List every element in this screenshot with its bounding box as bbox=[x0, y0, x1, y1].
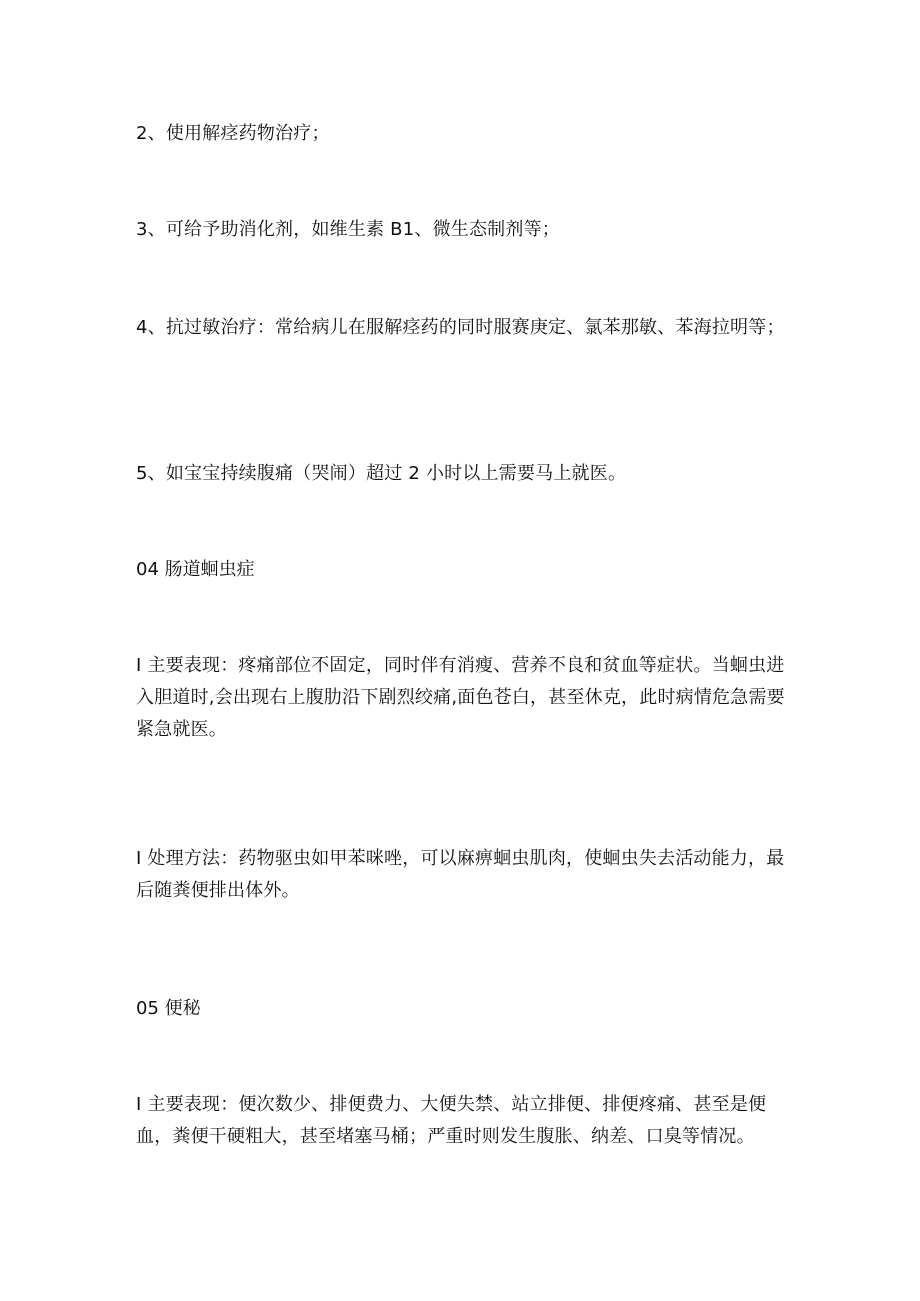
paragraph-roundworm-symptoms: I 主要表现：疼痛部位不固定，同时伴有消瘦、营养不良和贫血等症状。当蛔虫进入胆道时,会出现右上腹肋沿下剧烈绞痛,面色苍白，甚至休克，此时病情危急需要紧急就医。 bbox=[136, 655, 785, 740]
paragraph-treatment-3: 3、可给予助消化剂，如维生素 B1、微生态制剂等； bbox=[136, 219, 560, 240]
paragraph-constipation-symptoms: I 主要表现：便次数少、排便费力、大便失禁、站立排便、排便疼痛、甚至是便血，粪便干硬粗大，甚至堵塞马桶；严重时则发生腹胀、纳差、口臭等情况。 bbox=[136, 1094, 767, 1147]
section-heading-roundworm: 04 肠道蛔虫症 bbox=[136, 559, 255, 580]
paragraph-roundworm-treatment: I 处理方法：药物驱虫如甲苯咪唑，可以麻痹蛔虫肌肉，使蛔虫失去活动能力，最后随粪便排出体外。 bbox=[136, 848, 785, 901]
section-heading-constipation: 05 便秘 bbox=[136, 998, 201, 1019]
paragraph-treatment-2: 2、使用解痉药物治疗； bbox=[136, 123, 330, 144]
paragraph-treatment-5: 5、如宝宝持续腹痛（哭闹）超过 2 小时以上需要马上就医。 bbox=[136, 463, 627, 484]
paragraph-treatment-4: 4、抗过敏治疗：常给病儿在服解痉药的同时服赛庚定、氯苯那敏、苯海拉明等； bbox=[136, 317, 785, 338]
